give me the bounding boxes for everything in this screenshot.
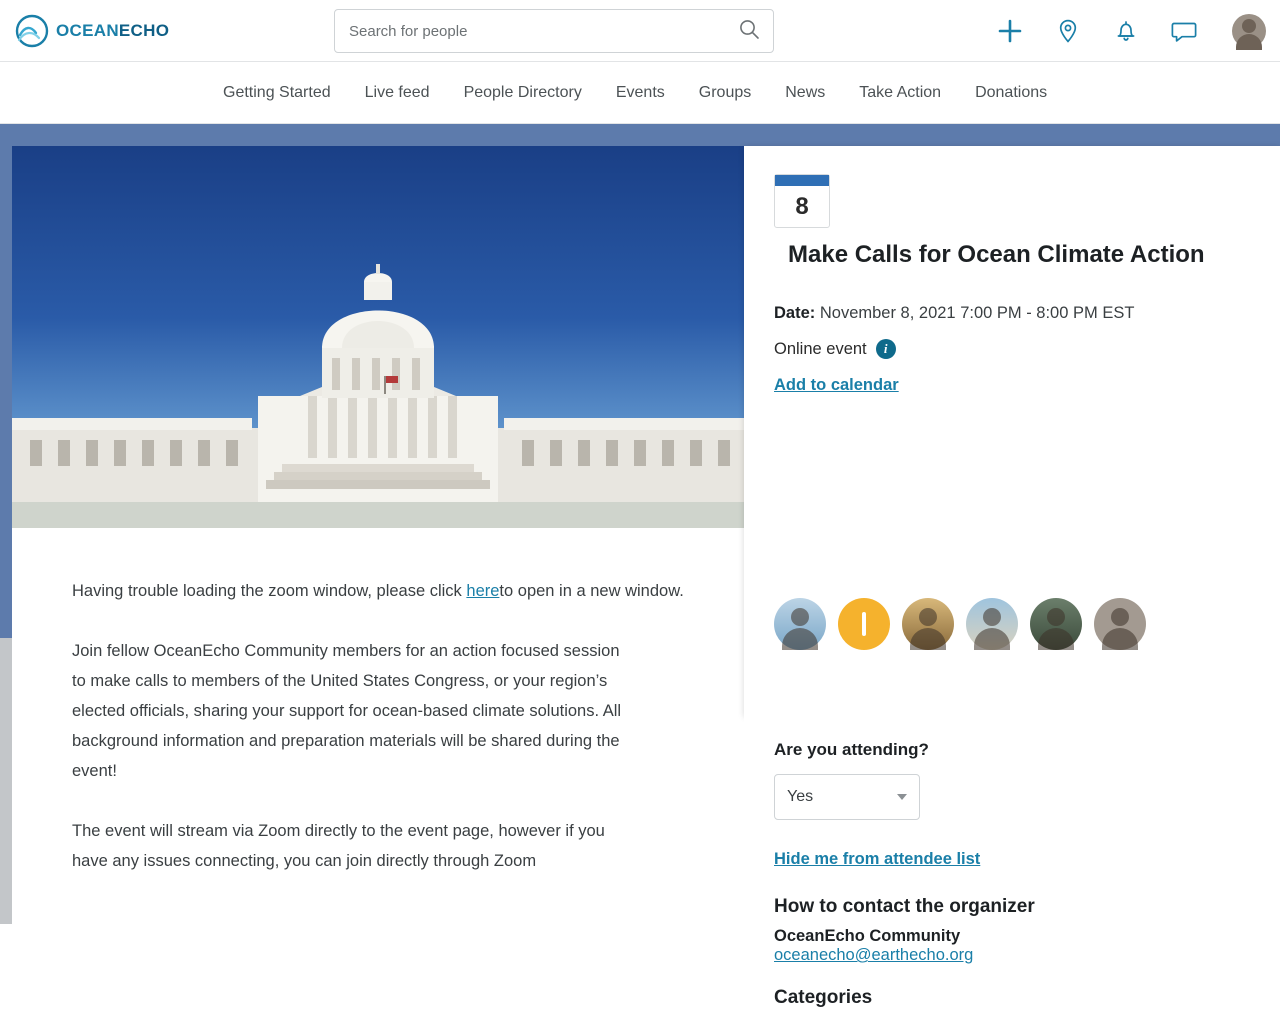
attending-select[interactable] (774, 774, 920, 820)
attending-question: Are you attending? (774, 740, 929, 759)
categories-heading: Categories (774, 987, 873, 1008)
nav-item-getting-started[interactable]: Getting Started (223, 83, 331, 101)
event-date-row (774, 304, 1250, 323)
main-content (0, 146, 1280, 1008)
event-title: Make Calls for Ocean Climate Action (788, 241, 1205, 268)
attending-selected-value: Yes (787, 788, 814, 805)
info-icon[interactable]: i (876, 339, 896, 359)
search-container (334, 9, 774, 53)
attendee-avatar[interactable] (838, 598, 890, 650)
attendee-avatars (774, 598, 1146, 650)
zoom-trouble-prefix: Having trouble loading the zoom window, please click (72, 582, 467, 600)
event-date-value: November 8, 2021 7:00 PM - 8:00 PM EST (819, 304, 1135, 322)
chevron-down-icon (897, 794, 907, 800)
search-input[interactable] (347, 22, 737, 41)
nav-item-live-feed[interactable]: Live feed (364, 83, 430, 101)
logo-text (56, 21, 169, 41)
attendee-avatar[interactable] (966, 598, 1018, 650)
online-event-label: Online event (774, 339, 867, 358)
top-bar (0, 0, 1280, 62)
left-rail (0, 146, 12, 924)
zoom-trouble-line (72, 576, 704, 606)
hero-foreground (12, 502, 744, 528)
attendee-avatar[interactable] (1030, 598, 1082, 650)
notifications-bell-icon[interactable] (1112, 17, 1140, 45)
event-description (12, 528, 744, 924)
organizer-name: OceanEcho Community (774, 927, 961, 945)
event-summary-card (744, 146, 1280, 716)
organizer-email-link[interactable]: oceanecho@earthecho.org (774, 946, 974, 964)
event-date-label: Date: (774, 304, 816, 322)
avatar-body (1236, 34, 1262, 50)
description-paragraph-1: Join fellow OceanEcho Community members for an action focused session to make calls to members of the United States Congress, or your region’s elected officials, sharing your support for ocean-based climate solutions. All background information and preparation materials will be shared during the event! (72, 642, 622, 780)
user-avatar[interactable] (1232, 14, 1266, 48)
organizer-heading: How to contact the organizer (774, 896, 1035, 917)
event-online-row (774, 339, 1250, 359)
event-date-badge (774, 174, 830, 228)
top-actions (996, 0, 1272, 62)
site-logo[interactable] (14, 13, 314, 49)
hide-from-attendee-list-link[interactable]: Hide me from attendee list (774, 850, 981, 868)
messages-icon[interactable] (1170, 17, 1198, 45)
nav-item-take-action[interactable]: Take Action (859, 83, 942, 101)
zoom-here-link[interactable]: here (466, 582, 500, 600)
left-rail-lower (0, 638, 12, 924)
nav-item-events[interactable]: Events (615, 83, 665, 101)
capitol-illustration (12, 268, 744, 528)
event-day-number: 8 (795, 193, 809, 220)
location-pin-icon[interactable] (1054, 17, 1082, 45)
nav-item-groups[interactable]: Groups (698, 83, 752, 101)
wave-logo-icon (14, 13, 50, 49)
attendee-avatar[interactable] (1094, 598, 1146, 650)
add-to-calendar-link[interactable]: Add to calendar (774, 376, 899, 394)
nav-item-donations[interactable]: Donations (975, 83, 1048, 101)
date-badge-cap (775, 175, 829, 186)
event-hero-image (12, 146, 744, 528)
logo-text-ocean: OCEAN (56, 20, 119, 40)
main-navigation (0, 62, 1280, 124)
attendee-avatar[interactable] (902, 598, 954, 650)
nav-item-people-directory[interactable]: People Directory (463, 83, 582, 101)
page-banner-strip (0, 124, 1280, 146)
nav-item-news[interactable]: News (785, 83, 826, 101)
avatar-head (1242, 19, 1256, 33)
search-icon[interactable] (737, 17, 761, 46)
zoom-trouble-suffix: to open in a new window. (499, 582, 684, 600)
description-paragraph-2: The event will stream via Zoom directly to the event page, however if you have any issues connecting, you can join directly through Zoom (72, 822, 605, 870)
create-icon[interactable] (996, 17, 1024, 45)
logo-text-echo: ECHO (118, 20, 170, 40)
event-sidebar (744, 716, 1280, 1008)
search-box[interactable] (334, 9, 774, 53)
attendee-avatar[interactable] (774, 598, 826, 650)
